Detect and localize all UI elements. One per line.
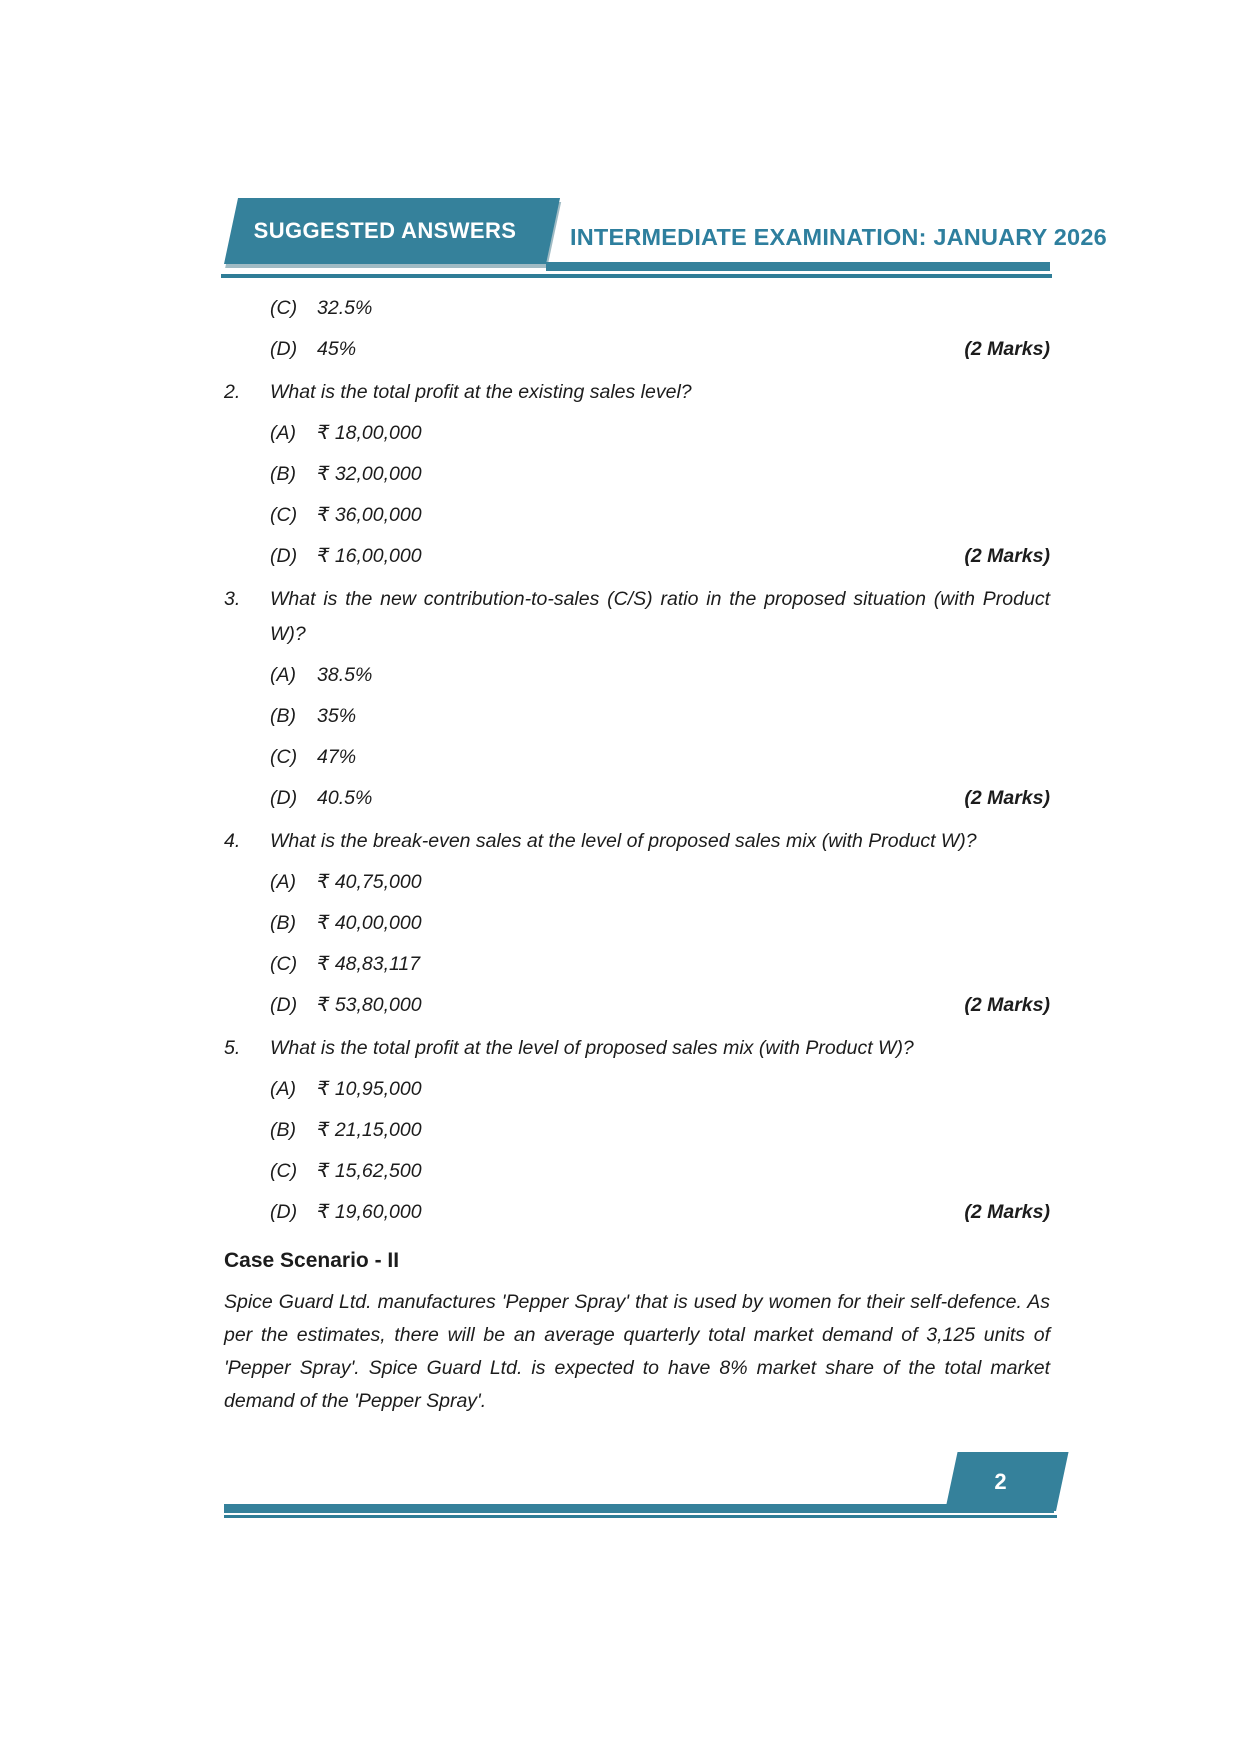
option-text: ₹ 18,00,000 (317, 422, 422, 444)
option-text: ₹ 48,83,117 (317, 953, 421, 975)
question-number: 2. (224, 381, 241, 403)
marks-label: (2 Marks) (964, 338, 1050, 360)
option-row (224, 1151, 1050, 1192)
option-row (224, 985, 1050, 1026)
question-row (224, 824, 1050, 859)
option-text: ₹ 32,00,000 (317, 463, 422, 485)
option-row (224, 536, 1050, 577)
option-text: ₹ 15,62,500 (317, 1160, 422, 1182)
page-number-box-background (945, 1452, 1069, 1511)
header-banner-label: SUGGESTED ANSWERS (253, 218, 517, 243)
question-number: 5. (224, 1037, 241, 1059)
option-text: ₹ 53,80,000 (317, 994, 422, 1016)
option-text: ₹ 40,00,000 (317, 912, 422, 934)
option-row (224, 413, 1050, 454)
option-text: 45% (317, 338, 357, 360)
option-label: (A) (270, 1078, 296, 1100)
option-label: (C) (270, 746, 298, 768)
question-text: What is the break-even sales at the level of proposed sales mix (with Product W)? (270, 830, 977, 852)
option-text: 35% (317, 705, 357, 727)
question-row (224, 375, 1050, 410)
option-label: (C) (270, 1160, 298, 1182)
question-row (224, 1031, 1050, 1066)
page-number-box (945, 1452, 1056, 1511)
option-row (224, 1192, 1050, 1233)
option-row (224, 696, 1050, 737)
case-scenario-heading: Case Scenario - II (224, 1249, 400, 1272)
question-block (224, 582, 1050, 819)
option-label: (C) (270, 953, 298, 975)
option-label: (D) (270, 338, 298, 360)
option-label: (C) (270, 504, 298, 526)
option-text: ₹ 36,00,000 (317, 504, 422, 526)
question-block (224, 375, 1050, 577)
marks-label: (2 Marks) (964, 1201, 1050, 1223)
header-thin-rule (221, 274, 1052, 278)
header-banner (224, 198, 546, 264)
page-number: 2 (994, 1468, 1007, 1494)
option-text: ₹ 40,75,000 (317, 871, 422, 893)
option-text: ₹ 16,00,000 (317, 545, 422, 567)
option-label: (A) (270, 422, 296, 444)
option-label: (D) (270, 545, 298, 567)
marks-label: (2 Marks) (964, 994, 1050, 1016)
option-row (224, 778, 1050, 819)
option-label: (D) (270, 1201, 298, 1223)
option-label: (B) (270, 463, 296, 485)
option-label: (B) (270, 912, 296, 934)
marks-label: (2 Marks) (964, 545, 1050, 567)
option-text: ₹ 21,15,000 (317, 1119, 422, 1141)
option-text: 38.5% (317, 664, 373, 686)
footer-thin-rule (224, 1515, 1057, 1518)
question-row (224, 582, 1050, 652)
option-row (224, 944, 1050, 985)
document-content (224, 288, 1050, 1418)
option-text: 40.5% (317, 787, 373, 809)
question-block (224, 824, 1050, 1026)
option-row (224, 862, 1050, 903)
header-thick-rule (546, 262, 1050, 271)
option-row (224, 288, 1050, 329)
option-label: (B) (270, 1119, 296, 1141)
question-text: What is the total profit at the level of proposed sales mix (with Product W)? (270, 1037, 914, 1059)
option-label: (A) (270, 664, 296, 686)
option-row (224, 655, 1050, 696)
option-row (224, 495, 1050, 536)
header-title: INTERMEDIATE EXAMINATION: JANUARY 2026 (570, 224, 1107, 250)
question-text: What is the new contribution-to-sales (C/S) ratio in the proposed situation (with Product W)? (270, 588, 1050, 645)
marks-label: (2 Marks) (964, 787, 1050, 809)
option-text: 32.5% (317, 297, 373, 319)
option-row (224, 1110, 1050, 1151)
question-block (224, 1031, 1050, 1233)
option-row (224, 737, 1050, 778)
option-label: (C) (270, 297, 298, 319)
option-text: ₹ 10,95,000 (317, 1078, 422, 1100)
option-label: (A) (270, 871, 296, 893)
option-text: ₹ 19,60,000 (317, 1201, 422, 1223)
option-row (224, 329, 1050, 370)
question-number: 3. (224, 588, 241, 610)
question-text: What is the total profit at the existing sales level? (270, 381, 692, 403)
option-label: (D) (270, 787, 298, 809)
footer-bar (224, 1504, 1054, 1513)
question-number: 4. (224, 830, 241, 852)
case-scenario-paragraph: Spice Guard Ltd. manufactures 'Pepper Spray' that is used by women for their self-defence. As per the estimates, there will be an average quarterly total market demand of 3,125 units of 'Pepper Spray'. Spice Guard Ltd. is expected to have 8% market share of the total market demand of the 'Pepper Spray'. (224, 1291, 1050, 1412)
option-row (224, 1069, 1050, 1110)
option-label: (D) (270, 994, 298, 1016)
option-text: 47% (317, 746, 357, 768)
option-row (224, 903, 1050, 944)
option-row (224, 454, 1050, 495)
option-label: (B) (270, 705, 296, 727)
